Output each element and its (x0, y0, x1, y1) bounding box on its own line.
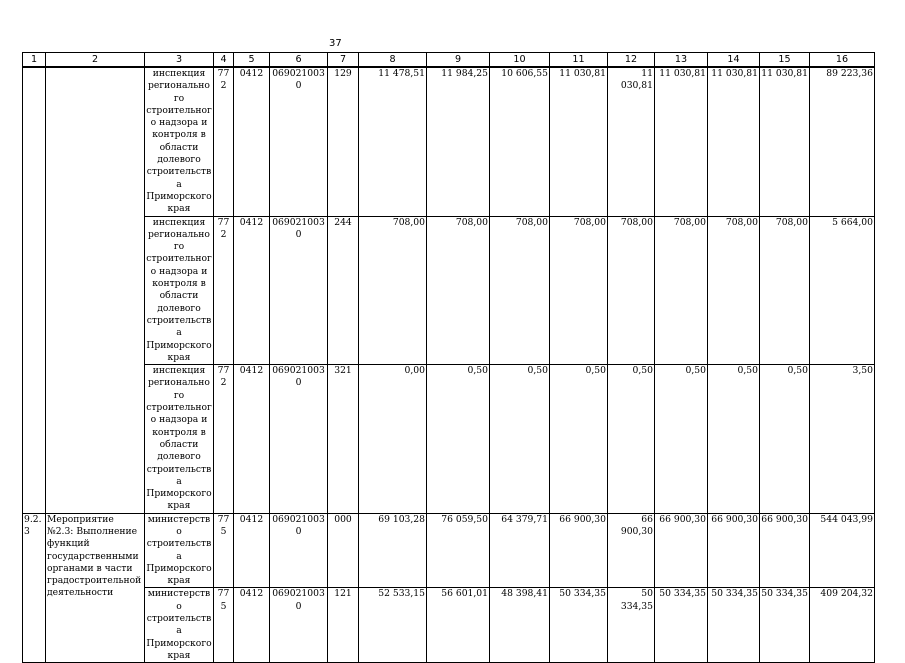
col-header: 1 (23, 53, 46, 68)
grbs-cell: 775 (214, 588, 234, 663)
value-cell: 11 030,81 (655, 67, 708, 216)
table-row (23, 513, 875, 588)
value-cell: 50 334,35 (608, 588, 655, 663)
col-header: 11 (550, 53, 608, 68)
col-header: 13 (655, 53, 708, 68)
value-cell: 11 030,81 (760, 67, 810, 216)
value-cell: 50 334,35 (550, 588, 608, 663)
measure-name-cell: Мероприятие №2.3: Выполнение функций государственными органами в части градостроительной деятельности (46, 513, 145, 663)
value-cell: 11 984,25 (427, 67, 490, 216)
value-cell: 52 533,15 (359, 588, 427, 663)
csr-cell: 0690210030 (270, 513, 328, 588)
value-cell: 69 103,28 (359, 513, 427, 588)
executor-cell: инспекция регионального строительного надзора и контроля в области долевого строительства Приморского края (146, 216, 212, 363)
value-cell: 708,00 (359, 216, 427, 365)
value-cell: 11 030,81 (708, 67, 760, 216)
measure-number-cell: 9.2.3 (23, 513, 46, 663)
value-cell: 0,00 (359, 365, 427, 514)
executor-cell: инспекция регионального строительного надзора и контроля в области долевого строительства Приморского края (146, 365, 212, 512)
col-header: 16 (810, 53, 875, 68)
csr-cell: 0690210030 (270, 588, 328, 663)
col-header: 9 (427, 53, 490, 68)
value-cell: 66 900,30 (655, 513, 708, 588)
table-row (23, 365, 875, 514)
col-header: 3 (145, 53, 214, 68)
total-cell: 89 223,36 (810, 67, 875, 216)
page-number: 37 (329, 38, 342, 49)
grbs-cell: 772 (214, 216, 234, 365)
value-cell: 0,50 (608, 365, 655, 514)
vr-cell: 129 (328, 67, 359, 216)
total-cell: 544 043,99 (810, 513, 875, 588)
total-cell: 409 204,32 (810, 588, 875, 663)
empty-name-cell (46, 67, 145, 513)
rzpr-cell: 0412 (234, 365, 270, 514)
executor-cell: министерство строительства Приморского края (146, 513, 212, 587)
vr-cell: 244 (328, 216, 359, 365)
col-header: 14 (708, 53, 760, 68)
value-cell: 708,00 (708, 216, 760, 365)
vr-cell: 121 (328, 588, 359, 663)
rzpr-cell: 0412 (234, 216, 270, 365)
col-header: 7 (328, 53, 359, 68)
value-cell: 11 030,81 (550, 67, 608, 216)
csr-cell: 0690210030 (270, 216, 328, 365)
executor-cell: инспекция регионального строительного надзора и контроля в области долевого строительства Приморского края (146, 68, 212, 215)
value-cell: 0,50 (760, 365, 810, 514)
value-cell: 0,50 (427, 365, 490, 514)
value-cell: 10 606,55 (490, 67, 550, 216)
value-cell: 708,00 (760, 216, 810, 365)
value-cell: 56 601,01 (427, 588, 490, 663)
col-header: 10 (490, 53, 550, 68)
value-cell: 708,00 (550, 216, 608, 365)
rzpr-cell: 0412 (234, 67, 270, 216)
value-cell: 11 478,51 (359, 67, 427, 216)
value-cell: 708,00 (655, 216, 708, 365)
value-cell: 76 059,50 (427, 513, 490, 588)
budget-table (22, 52, 875, 663)
rzpr-cell: 0412 (234, 588, 270, 663)
col-header: 15 (760, 53, 810, 68)
value-cell: 66 900,30 (708, 513, 760, 588)
col-header: 5 (234, 53, 270, 68)
table-row (23, 216, 875, 365)
value-cell: 48 398,41 (490, 588, 550, 663)
table-row (23, 67, 875, 216)
col-header: 8 (359, 53, 427, 68)
total-cell: 3,50 (810, 365, 875, 514)
value-cell: 50 334,35 (760, 588, 810, 663)
col-header: 6 (270, 53, 328, 68)
executor-cell: министерство строительства Приморского края (146, 588, 212, 661)
grbs-cell: 772 (214, 365, 234, 514)
empty-number-cell (23, 67, 46, 513)
vr-cell: 321 (328, 365, 359, 514)
table-row (23, 588, 875, 663)
value-cell: 11 030,81 (608, 67, 655, 216)
col-header: 4 (214, 53, 234, 68)
vr-cell: 000 (328, 513, 359, 588)
col-header: 2 (46, 53, 145, 68)
value-cell: 0,50 (490, 365, 550, 514)
value-cell: 66 900,30 (760, 513, 810, 588)
col-header: 12 (608, 53, 655, 68)
column-number-row (23, 53, 875, 68)
value-cell: 708,00 (490, 216, 550, 365)
value-cell: 64 379,71 (490, 513, 550, 588)
grbs-cell: 775 (214, 513, 234, 588)
rzpr-cell: 0412 (234, 513, 270, 588)
value-cell: 50 334,35 (655, 588, 708, 663)
csr-cell: 0690210030 (270, 67, 328, 216)
total-cell: 5 664,00 (810, 216, 875, 365)
value-cell: 0,50 (550, 365, 608, 514)
value-cell: 0,50 (655, 365, 708, 514)
value-cell: 50 334,35 (708, 588, 760, 663)
csr-cell: 0690210030 (270, 365, 328, 514)
value-cell: 708,00 (608, 216, 655, 365)
value-cell: 66 900,30 (608, 513, 655, 588)
grbs-cell: 772 (214, 67, 234, 216)
value-cell: 0,50 (708, 365, 760, 514)
value-cell: 66 900,30 (550, 513, 608, 588)
value-cell: 708,00 (427, 216, 490, 365)
